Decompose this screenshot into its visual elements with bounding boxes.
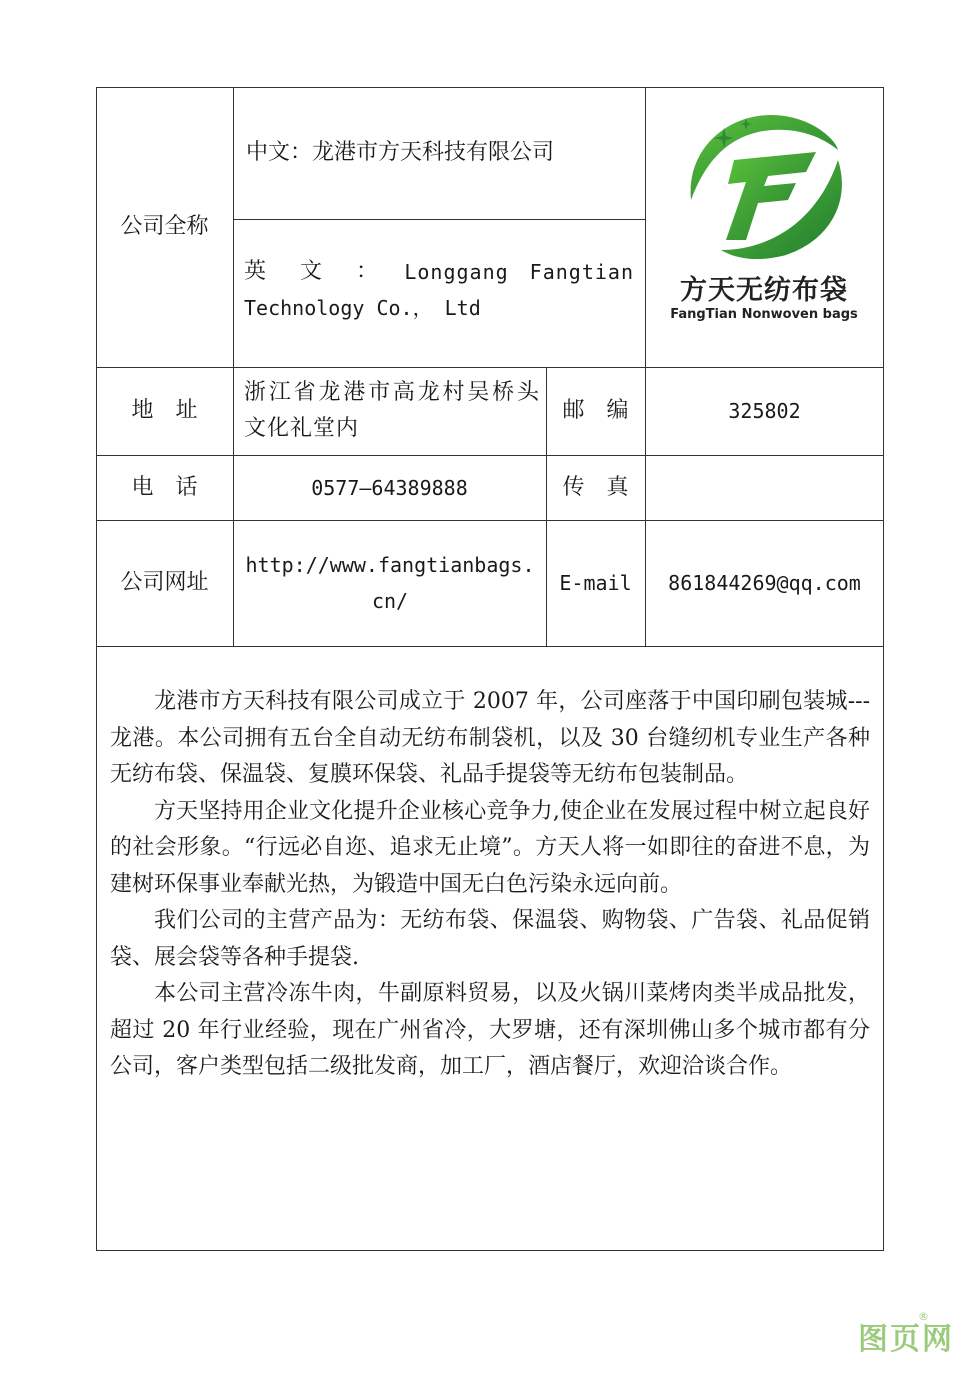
postcode-label: 邮 编 [562, 398, 629, 423]
website-label: 公司网址 [120, 570, 209, 595]
company-name-label: 公司全称 [120, 214, 209, 239]
fax-label: 传 真 [562, 474, 629, 500]
email-label: E-mail [559, 571, 632, 595]
english-label: 英 文 ： [244, 259, 385, 284]
row-divider [96, 646, 884, 647]
english-name-block [244, 240, 634, 340]
company-description [110, 684, 870, 1086]
description-paragraph: 我们公司的主营产品为：无纺布袋、保温袋、购物袋、广告袋、礼品促销袋、展会袋等各种手提袋. [110, 908, 870, 970]
logo-mark-icon [646, 90, 882, 270]
row-divider [233, 219, 645, 220]
col-divider [233, 87, 234, 646]
postcode-value: 325802 [728, 399, 801, 423]
website-value[interactable]: http://www.fangtianbags.cn/ [245, 553, 535, 613]
registered-mark-icon: ® [918, 1310, 929, 1323]
address-value: 浙江省龙港市高龙村吴桥头文化礼堂内 [244, 380, 540, 441]
description-paragraph: 方天坚持用企业文化提升企业核心竞争力,使企业在发展过程中树立起良好的社会形象。“行远必自迩、追求无止境”。方天人将一如即往的奋进不息，为建树环保事业奉献光热，为锻造中国无白色污染永远向前。 [110, 798, 870, 897]
logo-name-cn: 方天无纺布袋 [680, 275, 848, 306]
watermark-text: 图页网 [858, 1322, 954, 1357]
company-logo [646, 90, 882, 366]
english-name-line1: Longgang Fangtian [404, 260, 634, 284]
english-line-1 [244, 254, 634, 290]
phone-label: 电 话 [131, 474, 198, 500]
description-paragraph: 本公司主营冷冻牛肉，牛副原料贸易，以及火锅川菜烤肉类半成品批发，超过 20 年行业经验，现在广州省冷，大罗塘，还有深圳佛山多个城市都有分公司，客户类型包括二级批发商，加工厂，酒店餐厅，欢迎洽谈合作。 [110, 981, 870, 1079]
phone-value: 0577—64389888 [311, 475, 468, 500]
fax-value [645, 455, 884, 520]
english-name-line2: Technology Co.， Ltd [244, 296, 481, 320]
chinese-name: 中文：龙港市方天科技有限公司 [246, 140, 555, 165]
email-value[interactable]: 861844269@qq.com [668, 571, 861, 595]
description-paragraph: 龙港市方天科技有限公司成立于 2007 年，公司座落于中国印刷包装城---龙港。本公司拥有五台全自动无纺布制袋机，以及 30 台缝纫机专业生产各种无纺布袋、保温袋、复膜环保袋、礼品手提袋等无纺布包装制品。 [110, 689, 870, 787]
address-label: 地 址 [131, 398, 198, 423]
logo-name-en: FangTian Nonwoven bags [670, 307, 858, 322]
